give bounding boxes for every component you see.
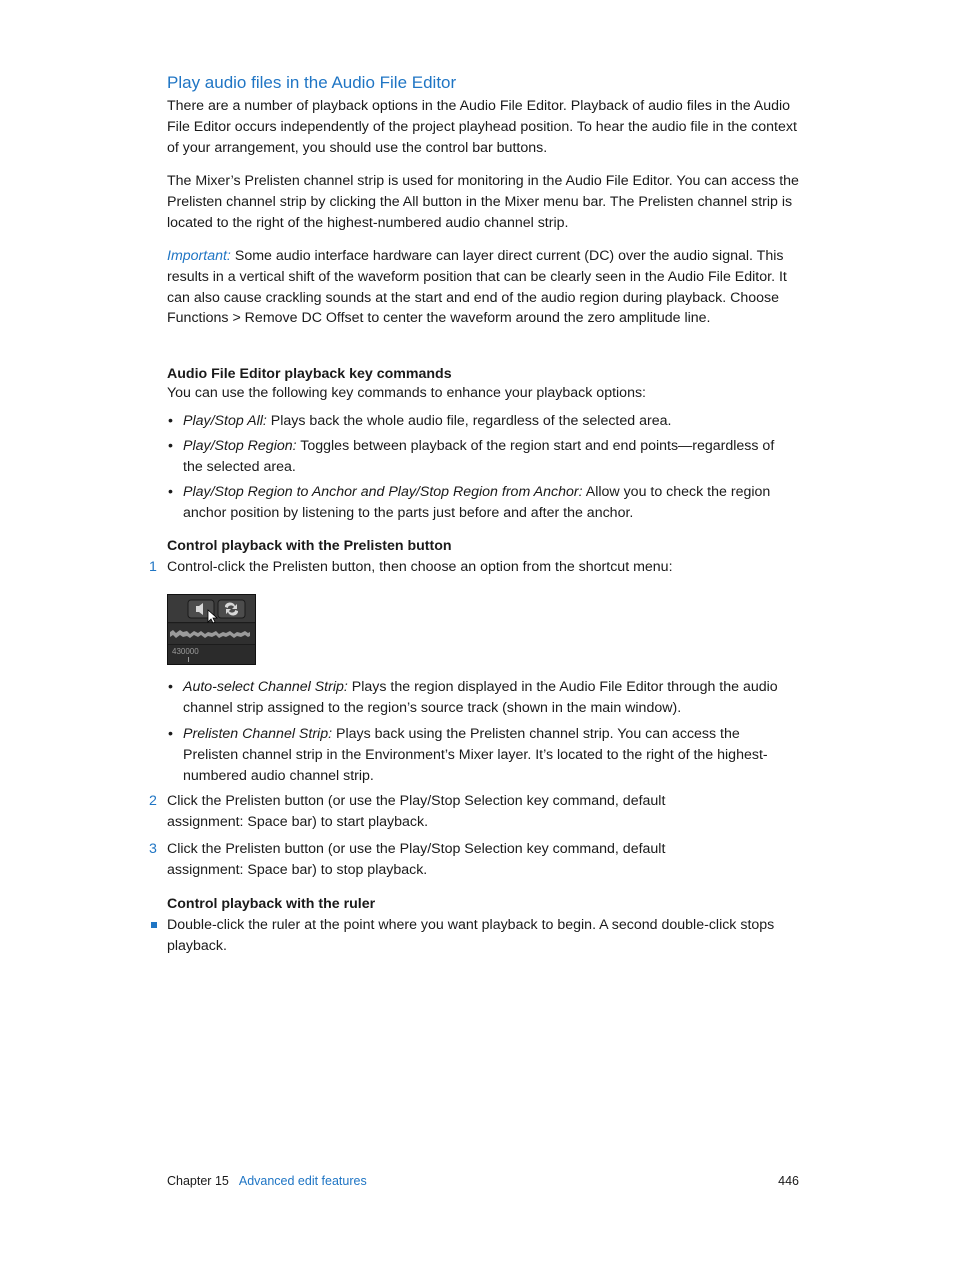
step-number: 1 (149, 559, 157, 575)
important-text: Some audio interface hardware can layer direct current (DC) over the audio signal. This results in a vertical shift of the waveform position that can be clearly seen in the Audio File Editor. It can also cause crackling sounds at the start and end of the audio region during playback. Choose Functions > Remove DC Offset to center the waveform around the zero amplitude line. (167, 248, 787, 327)
footer-chapter (167, 1174, 367, 1188)
chapter-title-link[interactable]: Advanced edit features (238, 1174, 367, 1188)
important-label: Important: (167, 248, 231, 264)
chapter-label: Chapter 15 (167, 1174, 229, 1188)
step-2: 2 Click the Prelisten button (or use the Play/Stop Selection key command, default assignment: Space bar) to start playback. (149, 793, 666, 830)
paragraph-prelisten: The Mixer’s Prelisten channel strip is used for monitoring in the Audio File Editor. You can access the Prelisten channel strip by clicking the All button in the Mixer menu bar. The Prelisten channel strip is located to the right of the highest-numbered audio channel strip. (167, 173, 799, 231)
step-3: 3 Click the Prelisten button (or use the Play/Stop Selection key command, default assignment: Space bar) to stop playback. (149, 841, 666, 878)
ruler-item: Double-click the ruler at the point where you want playback to begin. A second double-click stops playback. (167, 915, 799, 957)
important-note (167, 246, 799, 329)
subheading-ruler: Control playback with the ruler (167, 896, 376, 912)
paragraph-intro: There are a number of playback options in the Audio File Editor. Playback of audio files in the Audio File Editor occurs independently of the project playhead position. To hear the audio file in the context of your arrangement, you should use the control bar buttons. (167, 98, 797, 156)
ruler-readout: 430000 (172, 647, 199, 656)
subheading-key-commands: Audio File Editor playback key commands (167, 366, 452, 382)
step-number: 3 (149, 841, 157, 857)
term: Play/Stop All: (183, 413, 267, 429)
section-heading: Play audio files in the Audio File Editor (167, 73, 457, 92)
prelisten-screenshot-art (168, 595, 255, 664)
prelisten-button-screenshot (167, 594, 256, 665)
step-1: 1 Control-click the Prelisten button, then choose an option from the shortcut menu: (167, 557, 799, 578)
term: Play/Stop Region: (183, 438, 297, 454)
square-bullet-icon (151, 922, 157, 928)
term: Auto-select Channel Strip: (183, 679, 348, 695)
term: Prelisten Channel Strip: (183, 726, 333, 742)
key-commands-intro: You can use the following key commands to enhance your playback options: (167, 385, 646, 401)
term: Play/Stop Region to Anchor and Play/Stop Region from Anchor: (183, 484, 583, 500)
page-number: 446 (778, 1174, 799, 1188)
subheading-prelisten-button: Control playback with the Prelisten button (167, 538, 452, 554)
step-number: 2 (149, 793, 157, 809)
